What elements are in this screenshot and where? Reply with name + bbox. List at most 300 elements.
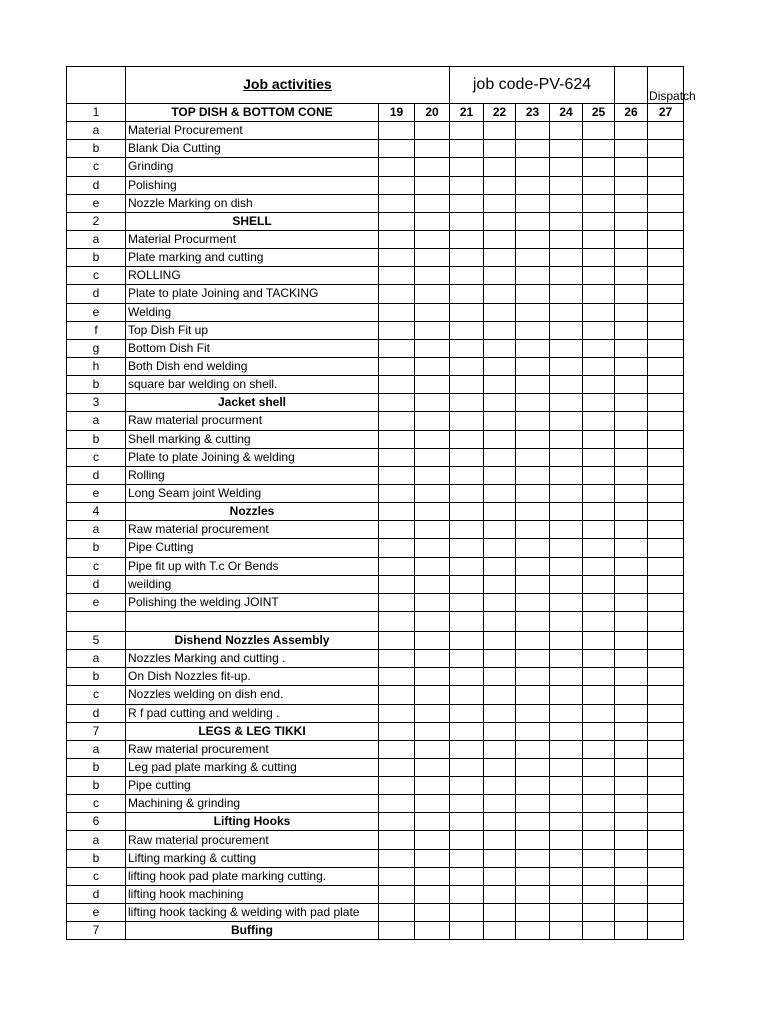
activity-code: e <box>67 303 126 321</box>
schedule-cell <box>450 194 484 212</box>
schedule-cell <box>648 376 684 394</box>
schedule-cell <box>415 758 450 776</box>
schedule-cell <box>648 122 684 140</box>
schedule-cell <box>648 758 684 776</box>
activity-row <box>67 339 684 357</box>
activity-label: Polishing <box>126 176 379 194</box>
schedule-cell <box>450 412 484 430</box>
activity-label: On Dish Nozzles fit-up. <box>126 668 379 686</box>
schedule-cell <box>450 285 484 303</box>
schedule-cell <box>550 593 583 611</box>
activity-row <box>67 795 684 813</box>
schedule-cell <box>615 466 648 484</box>
schedule-cell <box>583 922 615 940</box>
schedule-cell <box>516 521 550 539</box>
schedule-cell <box>415 430 450 448</box>
schedule-cell <box>648 194 684 212</box>
activity-code: a <box>67 740 126 758</box>
schedule-cell <box>648 249 684 267</box>
schedule-cell <box>415 194 450 212</box>
activity-row <box>67 158 684 176</box>
schedule-cell <box>379 777 415 795</box>
schedule-cell <box>379 740 415 758</box>
schedule-cell <box>615 212 648 230</box>
day-column-header: 23 <box>516 104 550 122</box>
schedule-cell <box>415 176 450 194</box>
schedule-cell <box>484 686 516 704</box>
schedule-cell <box>583 321 615 339</box>
schedule-cell <box>583 412 615 430</box>
schedule-cell <box>450 631 484 649</box>
activity-code: b <box>67 777 126 795</box>
schedule-cell <box>550 503 583 521</box>
schedule-cell <box>648 303 684 321</box>
schedule-cell <box>583 593 615 611</box>
schedule-cell <box>583 357 615 375</box>
schedule-cell <box>648 448 684 466</box>
activity-row <box>67 285 684 303</box>
schedule-cell <box>379 448 415 466</box>
schedule-cell <box>415 777 450 795</box>
activity-label: Machining & grinding <box>126 795 379 813</box>
schedule-cell <box>615 357 648 375</box>
schedule-cell <box>583 740 615 758</box>
schedule-cell <box>583 394 615 412</box>
schedule-cell <box>415 704 450 722</box>
schedule-cell <box>450 650 484 668</box>
section-row <box>67 394 684 412</box>
activity-code: e <box>67 484 126 502</box>
activity-code: e <box>67 593 126 611</box>
schedule-cell <box>550 321 583 339</box>
schedule-cell <box>415 158 450 176</box>
schedule-cell <box>615 521 648 539</box>
schedule-cell <box>648 611 684 631</box>
schedule-cell <box>415 885 450 903</box>
schedule-cell <box>379 849 415 867</box>
schedule-cell <box>583 466 615 484</box>
activity-label: lifting hook machining <box>126 885 379 903</box>
activity-code: b <box>67 758 126 776</box>
section-row <box>67 631 684 649</box>
schedule-cell <box>450 466 484 484</box>
schedule-cell <box>516 831 550 849</box>
schedule-cell <box>379 631 415 649</box>
schedule-cell <box>550 249 583 267</box>
activity-code: a <box>67 230 126 248</box>
schedule-cell <box>450 539 484 557</box>
schedule-cell <box>615 593 648 611</box>
schedule-cell <box>648 704 684 722</box>
day-column-header: 22 <box>484 104 516 122</box>
schedule-cell <box>415 484 450 502</box>
section-title: Buffing <box>126 922 379 940</box>
activity-code: c <box>67 557 126 575</box>
activity-label: Lifting marking & cutting <box>126 849 379 867</box>
activity-label: Nozzle Marking on dish <box>126 194 379 212</box>
schedule-cell <box>379 503 415 521</box>
activity-row <box>67 376 684 394</box>
schedule-cell <box>379 484 415 502</box>
schedule-cell <box>550 158 583 176</box>
schedule-cell <box>648 230 684 248</box>
schedule-cell <box>583 267 615 285</box>
schedule-cell <box>415 394 450 412</box>
schedule-cell <box>415 285 450 303</box>
activity-row <box>67 758 684 776</box>
schedule-cell <box>484 412 516 430</box>
activity-row <box>67 267 684 285</box>
header-job-code-cell <box>450 67 615 104</box>
schedule-cell <box>516 285 550 303</box>
schedule-cell <box>583 176 615 194</box>
schedule-cell <box>583 140 615 158</box>
schedule-cell <box>450 593 484 611</box>
schedule-cell <box>583 904 615 922</box>
section-title: Dishend Nozzles Assembly <box>126 631 379 649</box>
activity-label: Raw material procurement <box>126 831 379 849</box>
schedule-cell <box>648 867 684 885</box>
schedule-cell <box>648 885 684 903</box>
activity-code: c <box>67 795 126 813</box>
schedule-cell <box>415 849 450 867</box>
schedule-cell <box>379 122 415 140</box>
schedule-cell <box>415 722 450 740</box>
activity-label: Bottom Dish Fit <box>126 339 379 357</box>
schedule-cell <box>550 668 583 686</box>
schedule-cell <box>516 357 550 375</box>
activity-code: d <box>67 704 126 722</box>
header-corner-cell <box>67 67 126 104</box>
schedule-cell <box>583 521 615 539</box>
schedule-cell <box>550 122 583 140</box>
schedule-cell <box>415 813 450 831</box>
header-dispatch-cell <box>648 67 696 104</box>
schedule-cell <box>615 430 648 448</box>
schedule-cell <box>583 539 615 557</box>
schedule-cell <box>450 503 484 521</box>
activity-label: Nozzles welding on dish end. <box>126 686 379 704</box>
activity-label: Material Procurment <box>126 230 379 248</box>
schedule-cell <box>516 722 550 740</box>
schedule-cell <box>550 867 583 885</box>
schedule-cell <box>450 557 484 575</box>
schedule-cell <box>415 230 450 248</box>
schedule-cell <box>550 904 583 922</box>
schedule-cell <box>379 321 415 339</box>
schedule-cell <box>484 321 516 339</box>
schedule-cell <box>516 777 550 795</box>
schedule-cell <box>615 249 648 267</box>
schedule-cell <box>583 758 615 776</box>
schedule-cell <box>450 885 484 903</box>
schedule-cell <box>583 631 615 649</box>
schedule-cell <box>379 885 415 903</box>
schedule-cell <box>415 795 450 813</box>
schedule-cell <box>484 904 516 922</box>
schedule-cell <box>583 339 615 357</box>
schedule-cell <box>615 922 648 940</box>
schedule-cell <box>583 831 615 849</box>
schedule-cell <box>484 650 516 668</box>
activity-label: Blank Dia Cutting <box>126 140 379 158</box>
schedule-cell <box>450 212 484 230</box>
schedule-cell <box>648 922 684 940</box>
schedule-cell <box>516 650 550 668</box>
activity-code: a <box>67 521 126 539</box>
schedule-cell <box>379 922 415 940</box>
schedule-cell <box>415 339 450 357</box>
schedule-cell <box>379 249 415 267</box>
activity-label: Nozzles Marking and cutting . <box>126 650 379 668</box>
schedule-cell <box>415 448 450 466</box>
schedule-cell <box>516 704 550 722</box>
schedule-cell <box>516 539 550 557</box>
schedule-cell <box>484 357 516 375</box>
activity-row <box>67 466 684 484</box>
schedule-cell <box>379 376 415 394</box>
schedule-cell <box>615 484 648 502</box>
schedule-cell <box>615 140 648 158</box>
schedule-cell <box>615 885 648 903</box>
schedule-cell <box>450 849 484 867</box>
activity-label: lifting hook tacking & welding with pad plate <box>126 904 379 922</box>
schedule-cell <box>484 430 516 448</box>
schedule-cell <box>583 430 615 448</box>
activity-label: Material Procurement <box>126 122 379 140</box>
activity-label: Top Dish Fit up <box>126 321 379 339</box>
schedule-cell <box>550 466 583 484</box>
activity-label: Welding <box>126 303 379 321</box>
activity-row <box>67 430 684 448</box>
section-number: 4 <box>67 503 126 521</box>
schedule-cell <box>615 740 648 758</box>
schedule-cell <box>484 448 516 466</box>
activity-code: c <box>67 158 126 176</box>
schedule-cell <box>415 321 450 339</box>
schedule-cell <box>484 285 516 303</box>
schedule-cell <box>484 922 516 940</box>
activity-code: d <box>67 885 126 903</box>
schedule-cell <box>450 668 484 686</box>
schedule-cell <box>379 230 415 248</box>
schedule-cell <box>450 758 484 776</box>
activity-label: weilding <box>126 575 379 593</box>
schedule-cell <box>450 904 484 922</box>
schedule-cell <box>450 249 484 267</box>
schedule-cell <box>516 249 550 267</box>
schedule-cell <box>516 795 550 813</box>
activity-code: a <box>67 122 126 140</box>
schedule-cell <box>484 777 516 795</box>
schedule-cell <box>516 740 550 758</box>
schedule-cell <box>550 813 583 831</box>
schedule-cell <box>450 722 484 740</box>
activity-code: b <box>67 668 126 686</box>
schedule-cell <box>484 813 516 831</box>
schedule-cell <box>550 722 583 740</box>
schedule-cell <box>615 303 648 321</box>
schedule-cell <box>516 758 550 776</box>
schedule-cell <box>615 412 648 430</box>
schedule-cell <box>516 904 550 922</box>
schedule-cell <box>450 303 484 321</box>
schedule-cell <box>415 503 450 521</box>
activity-code: c <box>67 686 126 704</box>
schedule-cell <box>615 575 648 593</box>
schedule-cell <box>583 122 615 140</box>
schedule-cell <box>615 831 648 849</box>
schedule-cell <box>379 722 415 740</box>
schedule-cell <box>379 267 415 285</box>
section-row <box>67 722 684 740</box>
schedule-cell <box>615 321 648 339</box>
schedule-cell <box>450 484 484 502</box>
schedule-cell <box>484 140 516 158</box>
activity-row <box>67 521 684 539</box>
activity-row <box>67 176 684 194</box>
section-title: LEGS & LEG TIKKI <box>126 722 379 740</box>
schedule-cell <box>550 795 583 813</box>
schedule-cell <box>648 466 684 484</box>
schedule-cell <box>484 704 516 722</box>
schedule-cell <box>516 376 550 394</box>
activity-label: Rolling <box>126 466 379 484</box>
activity-row <box>67 885 684 903</box>
schedule-cell <box>648 521 684 539</box>
schedule-cell <box>379 831 415 849</box>
schedule-cell <box>648 795 684 813</box>
activity-code: c <box>67 267 126 285</box>
activity-label: Plate marking and cutting <box>126 249 379 267</box>
schedule-cell <box>648 686 684 704</box>
schedule-cell <box>379 668 415 686</box>
activity-code: b <box>67 140 126 158</box>
schedule-cell <box>484 303 516 321</box>
schedule-cell <box>648 557 684 575</box>
job-activities-table <box>66 66 696 940</box>
schedule-cell <box>583 704 615 722</box>
activity-code: b <box>67 430 126 448</box>
activity-label: Raw material procurement <box>126 740 379 758</box>
activity-row <box>67 249 684 267</box>
schedule-cell <box>550 740 583 758</box>
schedule-cell <box>415 867 450 885</box>
schedule-cell <box>648 631 684 649</box>
schedule-cell <box>550 885 583 903</box>
activity-row <box>67 484 684 502</box>
schedule-cell <box>516 448 550 466</box>
schedule-cell <box>615 611 648 631</box>
schedule-cell <box>583 867 615 885</box>
activity-row <box>67 777 684 795</box>
schedule-cell <box>415 740 450 758</box>
dispatch-label: Dispatch <box>649 88 696 103</box>
day-column-header: 25 <box>583 104 615 122</box>
activity-code: b <box>67 539 126 557</box>
schedule-cell <box>615 668 648 686</box>
schedule-cell <box>583 212 615 230</box>
schedule-cell <box>516 813 550 831</box>
schedule-cell <box>379 593 415 611</box>
schedule-cell <box>516 158 550 176</box>
schedule-cell <box>550 357 583 375</box>
activity-row <box>67 611 684 631</box>
schedule-cell <box>583 303 615 321</box>
schedule-cell <box>379 212 415 230</box>
header-title-cell <box>126 67 450 104</box>
activity-code <box>67 611 126 631</box>
schedule-cell <box>615 758 648 776</box>
schedule-cell <box>516 575 550 593</box>
activity-label <box>126 611 379 631</box>
activity-label: Pipe cutting <box>126 777 379 795</box>
day-column-header: 20 <box>415 104 450 122</box>
schedule-cell <box>484 611 516 631</box>
activity-code: e <box>67 904 126 922</box>
activity-row <box>67 650 684 668</box>
activity-row <box>67 867 684 885</box>
schedule-cell <box>450 158 484 176</box>
day-column-header: 19 <box>379 104 415 122</box>
activity-label: Polishing the welding JOINT <box>126 593 379 611</box>
schedule-cell <box>450 176 484 194</box>
schedule-cell <box>550 140 583 158</box>
header-empty-cell <box>615 67 648 104</box>
schedule-cell <box>550 339 583 357</box>
schedule-cell <box>415 557 450 575</box>
schedule-cell <box>484 158 516 176</box>
activity-row <box>67 575 684 593</box>
schedule-cell <box>379 285 415 303</box>
schedule-cell <box>516 194 550 212</box>
activity-label: Pipe fit up with T.c Or Bends <box>126 557 379 575</box>
schedule-cell <box>550 650 583 668</box>
schedule-cell <box>379 611 415 631</box>
schedule-cell <box>615 650 648 668</box>
activity-row <box>67 593 684 611</box>
schedule-cell <box>516 230 550 248</box>
schedule-cell <box>379 557 415 575</box>
schedule-cell <box>379 176 415 194</box>
schedule-cell <box>648 339 684 357</box>
schedule-cell <box>484 521 516 539</box>
schedule-cell <box>648 722 684 740</box>
schedule-cell <box>583 686 615 704</box>
schedule-cell <box>516 412 550 430</box>
schedule-cell <box>615 539 648 557</box>
schedule-cell <box>379 575 415 593</box>
schedule-cell <box>648 412 684 430</box>
schedule-cell <box>648 140 684 158</box>
section-title: Nozzles <box>126 503 379 521</box>
header-row <box>67 67 684 104</box>
schedule-cell <box>415 904 450 922</box>
schedule-cell <box>550 631 583 649</box>
schedule-cell <box>516 267 550 285</box>
schedule-cell <box>450 122 484 140</box>
section-number: 7 <box>67 922 126 940</box>
schedule-cell <box>450 448 484 466</box>
schedule-cell <box>583 650 615 668</box>
schedule-cell <box>615 285 648 303</box>
activity-code: e <box>67 194 126 212</box>
schedule-cell <box>450 611 484 631</box>
activity-row <box>67 557 684 575</box>
section-row <box>67 922 684 940</box>
section-number: 1 <box>67 104 126 122</box>
schedule-cell <box>583 194 615 212</box>
